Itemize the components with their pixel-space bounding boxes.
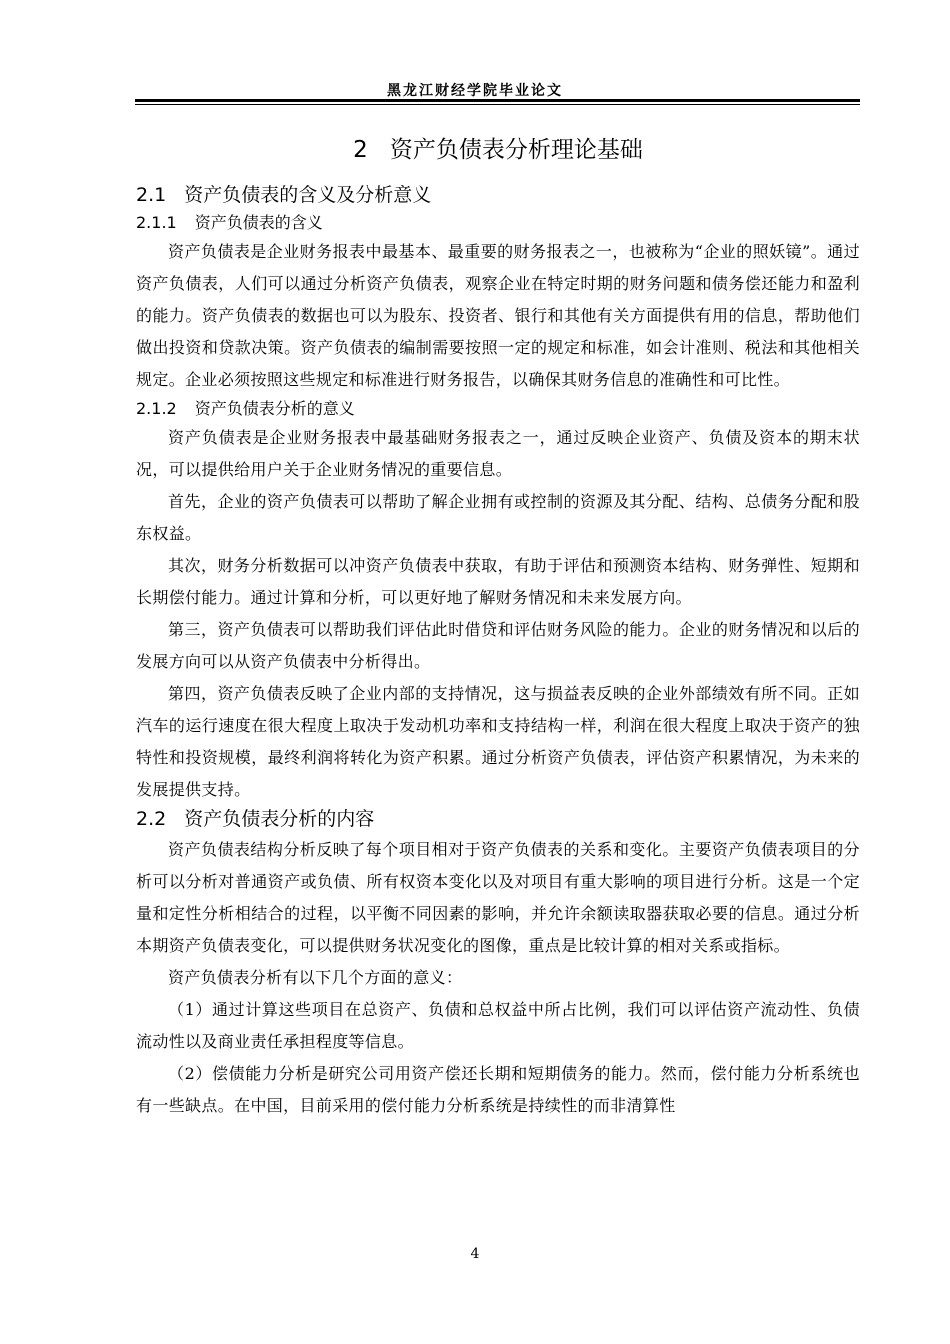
section-title: 资产负债表的含义及分析意义 bbox=[184, 184, 432, 206]
chapter-heading bbox=[136, 130, 860, 170]
subsection-number: 2.1.2 bbox=[136, 399, 177, 418]
section-number: 2.1 bbox=[136, 184, 167, 206]
section-number: 2.2 bbox=[136, 808, 167, 830]
subsection-title: 资产负债表的含义 bbox=[194, 213, 323, 232]
section-2-2-heading bbox=[136, 806, 860, 832]
paragraph: 第三，资产负债表可以帮助我们评估此时借贷和评估财务风险的能力。企业的财务情况和以后的发展方向可以从资产负债表中分析得出。 bbox=[136, 620, 860, 671]
paragraph: （2）偿债能力分析是研究公司用资产偿还长期和短期债务的能力。然而，偿付能力分析系统也有一些缺点。在中国，目前采用的偿付能力分析系统是持续性的而非清算性 bbox=[136, 1064, 860, 1115]
section-2-1-1-heading bbox=[136, 210, 860, 236]
page-body bbox=[136, 128, 860, 1122]
section-2-1-2-heading bbox=[136, 396, 860, 422]
paragraph: （1）通过计算这些项目在总资产、负债和总权益中所占比例，我们可以评估资产流动性、负债流动性以及商业责任承担程度等信息。 bbox=[136, 1000, 860, 1051]
subsection-number: 2.1.1 bbox=[136, 213, 177, 232]
paragraph: 第四，资产负债表反映了企业内部的支持情况，这与损益表反映的企业外部绩效有所不同。正如汽车的运行速度在很大程度上取决于发动机功率和支持结构一样，利润在很大程度上取决于资产的独特性和投资规模，最终利润将转化为资产积累。通过分析资产负债表，评估资产积累情况，为未来的发展提供支持。 bbox=[136, 684, 860, 799]
subsection-title: 资产负债表分析的意义 bbox=[194, 399, 355, 418]
section-2-1-heading bbox=[136, 182, 860, 208]
section-title: 资产负债表分析的内容 bbox=[184, 808, 375, 830]
paragraph: 资产负债表是企业财务报表中最基本、最重要的财务报表之一，也被称为“企业的照妖镜”。通过资产负债表，人们可以通过分析资产负债表，观察企业在特定时期的财务问题和债务偿还能力和盈利的能力。资产负债表的数据也可以为股东、投资者、银行和其他有关方面提供有用的信息，帮助他们做出投资和贷款决策。资产负债表的编制需要按照一定的规定和标准，如会计准则、税法和其他相关规定。企业必须按照这些规定和标准进行财务报告，以确保其财务信息的准确性和可比性。 bbox=[136, 242, 860, 389]
paragraph: 资产负债表结构分析反映了每个项目相对于资产负债表的关系和变化。主要资产负债表项目的分析可以分析对普通资产或负债、所有权资本变化以及对项目有重大影响的项目进行分析。这是一个定量和定性分析相结合的过程，以平衡不同因素的影响，并允许余额读取器获取必要的信息。通过分析本期资产负债表变化，可以提供财务状况变化的图像，重点是比较计算的相对关系或指标。 bbox=[136, 840, 860, 955]
paragraph: 首先，企业的资产负债表可以帮助了解企业拥有或控制的资源及其分配、结构、总债务分配和股东权益。 bbox=[136, 492, 860, 543]
chapter-number: 2 bbox=[353, 137, 368, 163]
header-title: 黑龙江财经学院毕业论文 bbox=[387, 83, 563, 99]
paragraph: 资产负债表分析有以下几个方面的意义： bbox=[168, 968, 463, 987]
chapter-title: 资产负债表分析理论基础 bbox=[389, 137, 643, 163]
page-number: 4 bbox=[470, 1246, 480, 1262]
paragraph: 资产负债表是企业财务报表中最基础财务报表之一，通过反映企业资产、负债及资本的期末状况，可以提供给用户关于企业财务情况的重要信息。 bbox=[136, 428, 860, 479]
header-rule-thin bbox=[135, 104, 860, 105]
paragraph: 其次，财务分析数据可以冲资产负债表中获取，有助于评估和预测资本结构、财务弹性、短期和长期偿付能力。通过计算和分析，可以更好地了解财务情况和未来发展方向。 bbox=[136, 556, 860, 607]
header-rule-thick bbox=[135, 99, 860, 102]
